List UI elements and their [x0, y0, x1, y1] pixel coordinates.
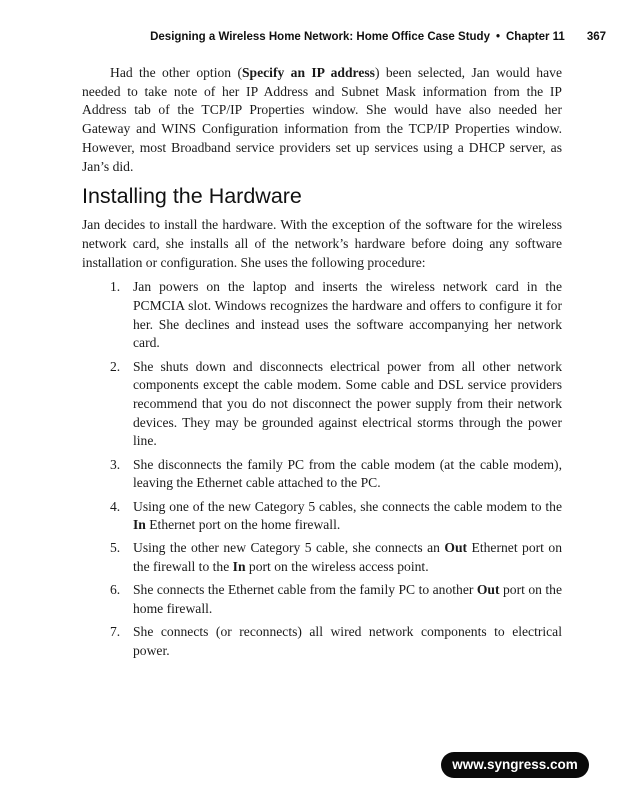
- publisher-url-badge: www.syngress.com: [441, 752, 589, 778]
- list-item: [82, 539, 562, 576]
- intro-bold-option: Specify an IP address: [241, 65, 375, 80]
- list-item-text: She connects (or reconnects) all wired network components to electrical power.: [133, 624, 562, 658]
- list-item-text: Ethernet port on the firewall to the: [133, 540, 562, 575]
- list-item-text: port on the wireless access point.: [245, 559, 429, 575]
- intro-text-before: Had the other option (: [110, 65, 242, 80]
- list-item-number: 4.: [110, 498, 121, 514]
- list-item-number: 7.: [110, 624, 121, 640]
- list-item-bold-term: Out: [476, 582, 500, 598]
- intro-paragraph: [82, 64, 562, 176]
- list-item-number: 3.: [110, 456, 121, 472]
- page-content: [82, 64, 562, 665]
- list-item-number: 1.: [110, 279, 121, 295]
- list-item-text: Ethernet port on the home firewall.: [145, 517, 341, 533]
- list-item: [82, 278, 562, 353]
- intro-text-after: ) been selected, Jan would have needed to take note of her IP Address and Subnet Mask information from the IP Address tab of the TCP/IP Properties window. She would have also needed her Gateway and WINS Configuration information from the TCP/IP Properties window. However, most Broadband service providers set up services using a DHCP server, as Jan’s did.: [82, 65, 562, 174]
- list-item-text: port on the home firewall.: [133, 582, 563, 617]
- list-item-text: Using one of the new Category 5 cables, she connects the cable modem to the: [133, 498, 562, 514]
- list-item-bold-term: Out: [444, 540, 468, 556]
- running-header: [0, 31, 606, 43]
- list-item: [82, 498, 562, 535]
- list-item: [82, 581, 562, 618]
- section-paragraph: Jan decides to install the hardware. With the exception of the software for the wireless network card, she installs all of the network’s hardware before doing any software installation or configuration. She uses the following procedure:: [82, 217, 562, 270]
- list-item: [82, 358, 562, 452]
- list-item-number: 2.: [110, 358, 121, 374]
- list-item-number: 5.: [110, 540, 121, 556]
- header-title: Designing a Wireless Home Network: Home Office Case Study: [150, 31, 490, 43]
- list-item-text: She disconnects the family PC from the cable modem (at the cable modem), leaving the Ethernet cable attached to the PC.: [133, 456, 562, 491]
- list-item-text: She shuts down and disconnects electrical power from all other network components except the cable modem. Some cable and DSL service providers recommend that you do not disconnect the power supply from their network devices. They may be grounded against electrical storms through the power line.: [133, 358, 562, 449]
- list-item: [82, 456, 562, 493]
- list-item-bold-term: In: [133, 517, 146, 533]
- list-item: [82, 623, 562, 660]
- list-item-bold-term: In: [232, 559, 246, 575]
- list-item-text: She connects the Ethernet cable from the family PC to another: [133, 582, 477, 598]
- page-number: 367: [586, 31, 606, 43]
- header-separator: •: [495, 31, 500, 43]
- list-item-text: Jan powers on the laptop and inserts the wireless network card in the PCMCIA slot. Windows recognizes the hardware and offers to configure it for her. She declines and instead uses the software accompanying her network card.: [133, 279, 562, 351]
- procedure-list: [82, 278, 562, 660]
- list-item-text: Using the other new Category 5 cable, she connects an: [133, 540, 445, 556]
- section-heading: Installing the Hardware: [82, 184, 302, 209]
- list-item-number: 6.: [110, 582, 121, 598]
- header-chapter: Chapter 11: [506, 31, 565, 43]
